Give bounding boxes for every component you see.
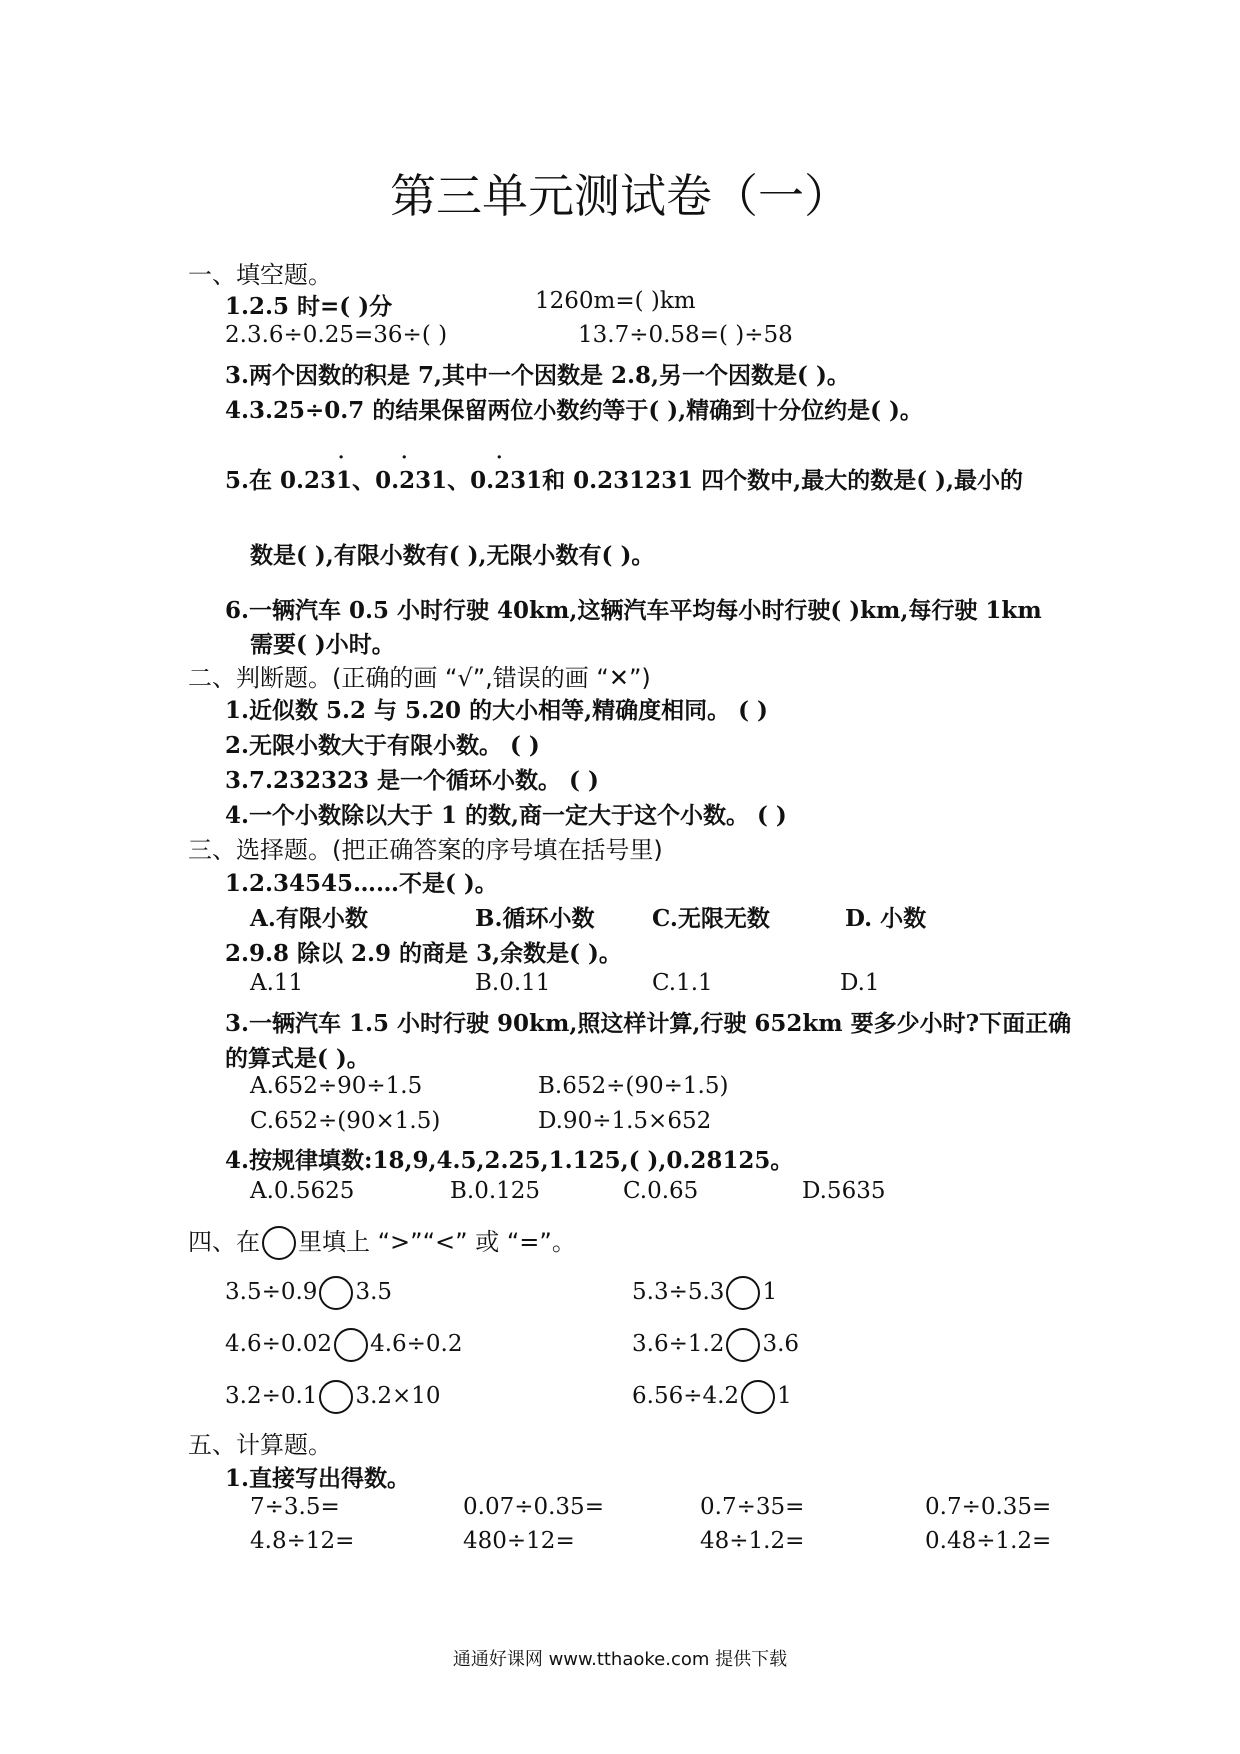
s1-q1-b: 1260m=( )km (535, 288, 696, 314)
calc-item: 0.07÷0.35= (463, 1494, 604, 1520)
s4-heading-post: 里填上 “>”“<” 或 “=”。 (298, 1228, 576, 1256)
s3-q3: 3.一辆汽车 1.5 小时行驶 90km,照这样计算,行驶 652km 要多少小时?下面正确 (225, 1010, 1072, 1037)
compare-left: 6.56÷4.2 (632, 1383, 740, 1409)
compare-right: 3.2×10 (355, 1383, 441, 1409)
s3-q4-option-d: D.5635 (802, 1178, 886, 1204)
section-heading-true-false: 二、判断题。(正确的画 “√”,错误的画 “✕”) (188, 664, 651, 692)
compare-right: 4.6÷0.2 (370, 1331, 463, 1357)
answer-circle[interactable] (319, 1380, 353, 1414)
compare-left: 3.2÷0.1 (225, 1383, 318, 1409)
s1-q1-a: 1.2.5 时=( )分 (225, 293, 393, 320)
section-heading-compare (188, 1222, 576, 1260)
compare-item-5 (225, 1380, 441, 1414)
s4-heading-pre: 四、在 (188, 1228, 260, 1256)
compare-left: 3.6÷1.2 (632, 1331, 725, 1357)
compare-right: 1 (777, 1383, 792, 1409)
s3-q1-option-d: D. 小数 (845, 905, 927, 932)
compare-right: 3.6 (762, 1331, 800, 1357)
s3-q1-option-b: B.循环小数 (475, 905, 595, 932)
compare-item-4 (632, 1328, 799, 1362)
footer-credit: 通通好课网 www.tthaoke.com 提供下载 (452, 1649, 788, 1670)
answer-circle[interactable] (726, 1276, 760, 1310)
s3-q3-option-a: A.652÷90÷1.5 (250, 1073, 423, 1099)
compare-left: 5.3÷5.3 (632, 1279, 725, 1305)
s1-q2-a: 2.3.6÷0.25=36÷( ) (225, 322, 448, 348)
calc-item: 0.7÷0.35= (925, 1494, 1052, 1520)
s2-q3: 3.7.232323 是一个循环小数。 ( ) (225, 767, 599, 794)
s1-q5-pre: 5.在 0.23 (225, 467, 337, 494)
compare-item-1 (225, 1276, 392, 1310)
calc-item: 4.8÷12= (250, 1528, 355, 1554)
s1-q5 (225, 462, 1023, 495)
s3-q3-option-c: C.652÷(90×1.5) (250, 1108, 441, 1134)
s1-q6-cont: 需要( )小时。 (250, 631, 395, 658)
compare-circle-icon (262, 1226, 296, 1260)
s2-q2: 2.无限小数大于有限小数。 ( ) (225, 732, 540, 759)
answer-circle[interactable] (334, 1328, 368, 1362)
compare-item-2 (632, 1276, 777, 1310)
s3-q2-option-c: C.1.1 (652, 970, 713, 996)
s1-q5-repeat-digit-3: · 231 (494, 467, 542, 494)
answer-circle[interactable] (319, 1276, 353, 1310)
s3-q1: 1.2.34545……不是( )。 (225, 870, 498, 897)
s1-q3: 3.两个因数的积是 7,其中一个因数是 2.8,另一个因数是( )。 (225, 362, 850, 389)
s1-q6: 6.一辆汽车 0.5 小时行驶 40km,这辆汽车平均每小时行驶( )km,每行驶 1km (225, 597, 1042, 624)
s3-q3-option-b: B.652÷(90÷1.5) (538, 1073, 729, 1099)
answer-circle[interactable] (726, 1328, 760, 1362)
s2-q4: 4.一个小数除以大于 1 的数,商一定大于这个小数。 ( ) (225, 802, 787, 829)
s3-q4: 4.按规律填数:18,9,4.5,2.25,1.125,( ),0.28125。 (225, 1147, 794, 1174)
s1-q5-mid-1: 、0. (352, 467, 400, 494)
s3-q4-option-a: A.0.5625 (250, 1178, 355, 1204)
s3-q4-option-c: C.0.65 (623, 1178, 699, 1204)
compare-right: 3.5 (355, 1279, 393, 1305)
s1-q5-cont: 数是( ),有限小数有( ),无限小数有( )。 (250, 542, 655, 569)
page-title: 第三单元测试卷（一） (390, 169, 850, 223)
compare-item-3 (225, 1328, 463, 1362)
compare-left: 3.5÷0.9 (225, 1279, 318, 1305)
s1-q4: 4.3.25÷0.7 的结果保留两位小数约等于( ),精确到十分位约是( )。 (225, 397, 923, 424)
s3-q2-option-d: D.1 (840, 970, 880, 996)
answer-circle[interactable] (741, 1380, 775, 1414)
s2-q1: 1.近似数 5.2 与 5.20 的大小相等,精确度相同。 ( ) (225, 697, 768, 724)
calc-item: 7÷3.5= (250, 1494, 340, 1520)
calc-item: 48÷1.2= (700, 1528, 805, 1554)
s3-q1-option-a: A.有限小数 (250, 905, 368, 932)
section-heading-fill-blank: 一、填空题。 (188, 261, 332, 289)
s1-q5-repeat-digit-1: · 1 (336, 467, 352, 494)
compare-item-6 (632, 1380, 792, 1414)
s3-q3-option-d: D.90÷1.5×652 (538, 1108, 712, 1134)
s3-q4-option-b: B.0.125 (450, 1178, 541, 1204)
section-heading-calculation: 五、计算题。 (188, 1431, 332, 1459)
compare-left: 4.6÷0.02 (225, 1331, 333, 1357)
s1-q5-repeat-digit-2: · 2 (399, 467, 415, 494)
calc-item: 480÷12= (463, 1528, 575, 1554)
s3-q2-option-b: B.0.11 (475, 970, 551, 996)
s1-q5-post: 和 0.231231 四个数中,最大的数是( ),最小的 (542, 467, 1023, 494)
s1-q5-mid-2: 31、0. (415, 467, 495, 494)
s1-q2-b: 13.7÷0.58=( )÷58 (578, 322, 793, 348)
s3-q1-option-c: C.无限无数 (652, 905, 770, 932)
calc-item: 0.7÷35= (700, 1494, 805, 1520)
s3-q3-cont: 的算式是( )。 (225, 1045, 370, 1072)
section-heading-multiple-choice: 三、选择题。(把正确答案的序号填在括号里) (188, 836, 663, 864)
s3-q2-option-a: A.11 (250, 970, 304, 996)
compare-right: 1 (762, 1279, 778, 1305)
calc-item: 0.48÷1.2= (925, 1528, 1052, 1554)
s5-q1: 1.直接写出得数。 (225, 1465, 411, 1492)
s3-q2: 2.9.8 除以 2.9 的商是 3,余数是( )。 (225, 940, 622, 967)
